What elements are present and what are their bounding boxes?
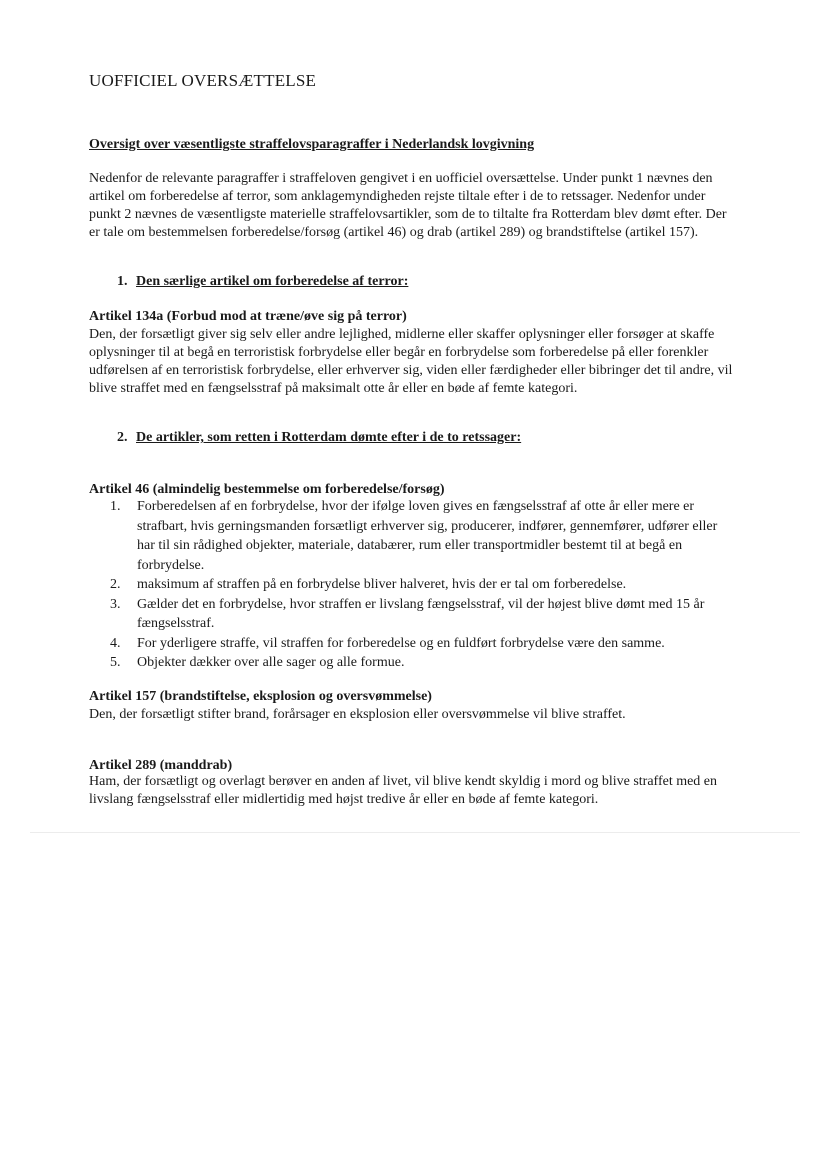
section-2-heading: [117, 429, 521, 447]
intro-paragraph: Nedenfor de relevante paragraffer i straffeloven gengivet i en uofficiel oversættelse. Under punkt 1 nævnes den artikel om forberedelse af terror, som anklagemyndigheden rejste tiltale efter i de to retssager. Nedenfor under punkt 2 nævnes de væsentligste materielle straffelovsartikler, som de to tiltalte fra Rotterdam blev dømt efter. Der er tale om bestemmelsen forberedelse/forsøg (artikel 46) og drab (artikel 289) og brandstiftelse (artikel 157).: [89, 171, 727, 240]
list-item-text: Objekter dækker over alle sager og alle formue.: [137, 655, 405, 670]
article-134a-heading: Artikel 134a (Forbud mod at træne/øve sig på terror): [89, 309, 407, 324]
article-157-heading: Artikel 157 (brandstiftelse, eksplosion og oversvømmelse): [89, 689, 432, 704]
list-item-number: 3.: [110, 596, 121, 612]
section-1-label: Den særlige artikel om forberedelse af terror:: [136, 274, 409, 289]
list-item: [110, 497, 738, 575]
list-item-text: maksimum af straffen på en forbrydelse bliver halveret, hvis der er tal om forberedelse.: [137, 577, 627, 592]
article-289-text: Ham, der forsætligt og overlagt berøver en anden af livet, vil blive kendt skyldig i mord og blive straffet med en livslang fængselsstraf eller midlertidig med højst tredive år eller en bøde af femte kategori.: [89, 774, 718, 807]
section-1-heading: [117, 273, 408, 291]
article-289-heading: Artikel 289 (manddrab): [89, 758, 233, 773]
article-46-list: [110, 497, 738, 673]
list-item: [110, 595, 738, 634]
document-title: Oversigt over væsentligste straffelovsparagraffer i Nederlandsk lovgivning: [89, 137, 535, 152]
list-item-number: 4.: [110, 635, 121, 651]
list-item: [110, 653, 738, 673]
list-item-number: 5.: [110, 655, 121, 670]
section-2-label: De artikler, som retten i Rotterdam dømte efter i de to retssager:: [136, 430, 522, 445]
article-46-heading: Artikel 46 (almindelig bestemmelse om forberedelse/forsøg): [89, 482, 445, 497]
section-1-number: 1.: [117, 274, 128, 289]
list-item-text: Gælder det en forbrydelse, hvor straffen er livslang fængselsstraf, vil der højest blive dømt med 15 år fængselsstraf.: [137, 596, 705, 631]
section-2-number: 2.: [117, 430, 128, 445]
list-item: [110, 575, 738, 595]
list-item-number: 2.: [110, 577, 121, 592]
list-item-text: Forberedelsen af en forbrydelse, hvor der ifølge loven gives en fængselsstraf af otte år eller mere er strafbart, hvis gerningsmanden forsætligt erhverver sig, producerer, indfører, gennemfører, udfører eller har til sin rådighed objekter, materiale, databærer, rum eller transportmidler bestemt til at begå en forbrydelse.: [137, 499, 718, 573]
article-157-text: Den, der forsætligt stifter brand, forårsager en eksplosion eller oversvømmelse vil blive straffet.: [89, 707, 626, 722]
article-134a-text: Den, der forsætligt giver sig selv eller andre lejlighed, midlerne eller skaffer oplysninger eller forsøger at skaffe oplysninger til at begå en terroristisk forbrydelse eller begår en forbrydelse som forberedelse på eller forenkler udførelsen af en terroristisk forbrydelse, eller erhverver sig, viden eller færdigheder eller bibringer det til andre, vil blive straffet med en fængselsstraf på maksimalt otte år eller en bøde af femte kategori.: [89, 327, 733, 396]
list-item-number: 1.: [110, 499, 121, 514]
scan-edge-divider: [30, 832, 800, 833]
list-item-text: For yderligere straffe, vil straffen for forberedelse og en fuldført forbrydelse være den samme.: [137, 635, 665, 651]
document-header: UOFFICIEL OVERSÆTTELSE: [89, 71, 317, 90]
list-item: [110, 634, 738, 654]
